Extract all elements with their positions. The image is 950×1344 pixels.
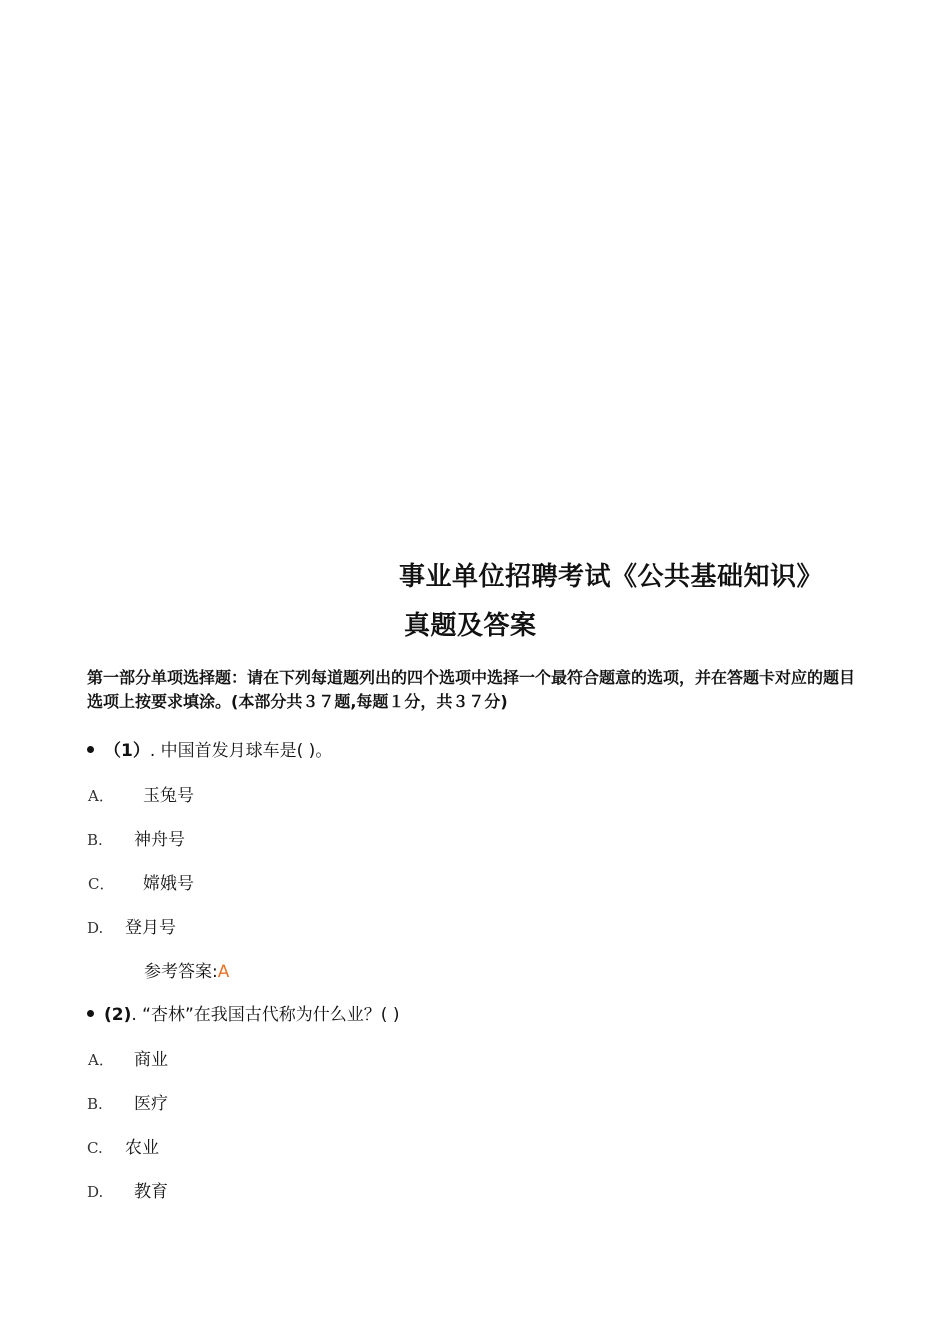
option-letter: D. bbox=[87, 1183, 104, 1201]
option-text: 玉兔号 bbox=[143, 786, 194, 806]
section-intro: 第一部分单项选择题：请在下列每道题列出的四个选项中选择一个最符合题意的选项，并在答题卡对应的题目选项上按要求填涂。(本部分共３７题,每题１分，共３７分) bbox=[87, 668, 856, 711]
option-d bbox=[87, 913, 176, 938]
option-c bbox=[87, 1133, 159, 1158]
option-text: 教育 bbox=[134, 1182, 168, 1202]
option-letter: B. bbox=[87, 831, 103, 849]
bullet-icon bbox=[87, 1010, 94, 1017]
bullet-icon bbox=[87, 746, 94, 753]
option-a bbox=[88, 1045, 168, 1070]
option-text: 登月号 bbox=[125, 918, 176, 938]
answer-1 bbox=[144, 957, 229, 982]
option-a bbox=[88, 781, 194, 806]
option-letter: D. bbox=[87, 919, 104, 937]
option-letter: C． bbox=[88, 875, 115, 893]
option-b bbox=[87, 825, 185, 850]
option-letter: B. bbox=[87, 1095, 103, 1113]
question-number: （1） bbox=[104, 741, 150, 761]
option-letter: C. bbox=[87, 1139, 103, 1157]
option-text: 商业 bbox=[134, 1050, 168, 1070]
question-number: (2) bbox=[104, 1005, 132, 1025]
question-text: . 中国首发月球车是( )。 bbox=[149, 741, 333, 761]
option-letter: A． bbox=[88, 1051, 114, 1069]
answer-value: A bbox=[217, 962, 230, 982]
option-text: 嫦娥号 bbox=[143, 874, 194, 894]
document-title-line2: 真题及答案 bbox=[404, 611, 537, 641]
option-text: 神舟号 bbox=[134, 830, 185, 850]
answer-label: 参考答案: bbox=[144, 962, 218, 982]
option-d bbox=[87, 1177, 168, 1202]
question-text: . “杏林”在我国古代称为什么业？( ) bbox=[131, 1005, 400, 1025]
option-text: 农业 bbox=[125, 1138, 159, 1158]
option-c bbox=[88, 869, 194, 894]
document-title-line1: 事业单位招聘考试《公共基础知识》 bbox=[399, 562, 824, 592]
question-2 bbox=[87, 1000, 399, 1025]
question-1 bbox=[87, 736, 332, 761]
option-text: 医疗 bbox=[134, 1094, 168, 1114]
option-b bbox=[87, 1089, 168, 1114]
option-letter: A． bbox=[88, 787, 114, 805]
